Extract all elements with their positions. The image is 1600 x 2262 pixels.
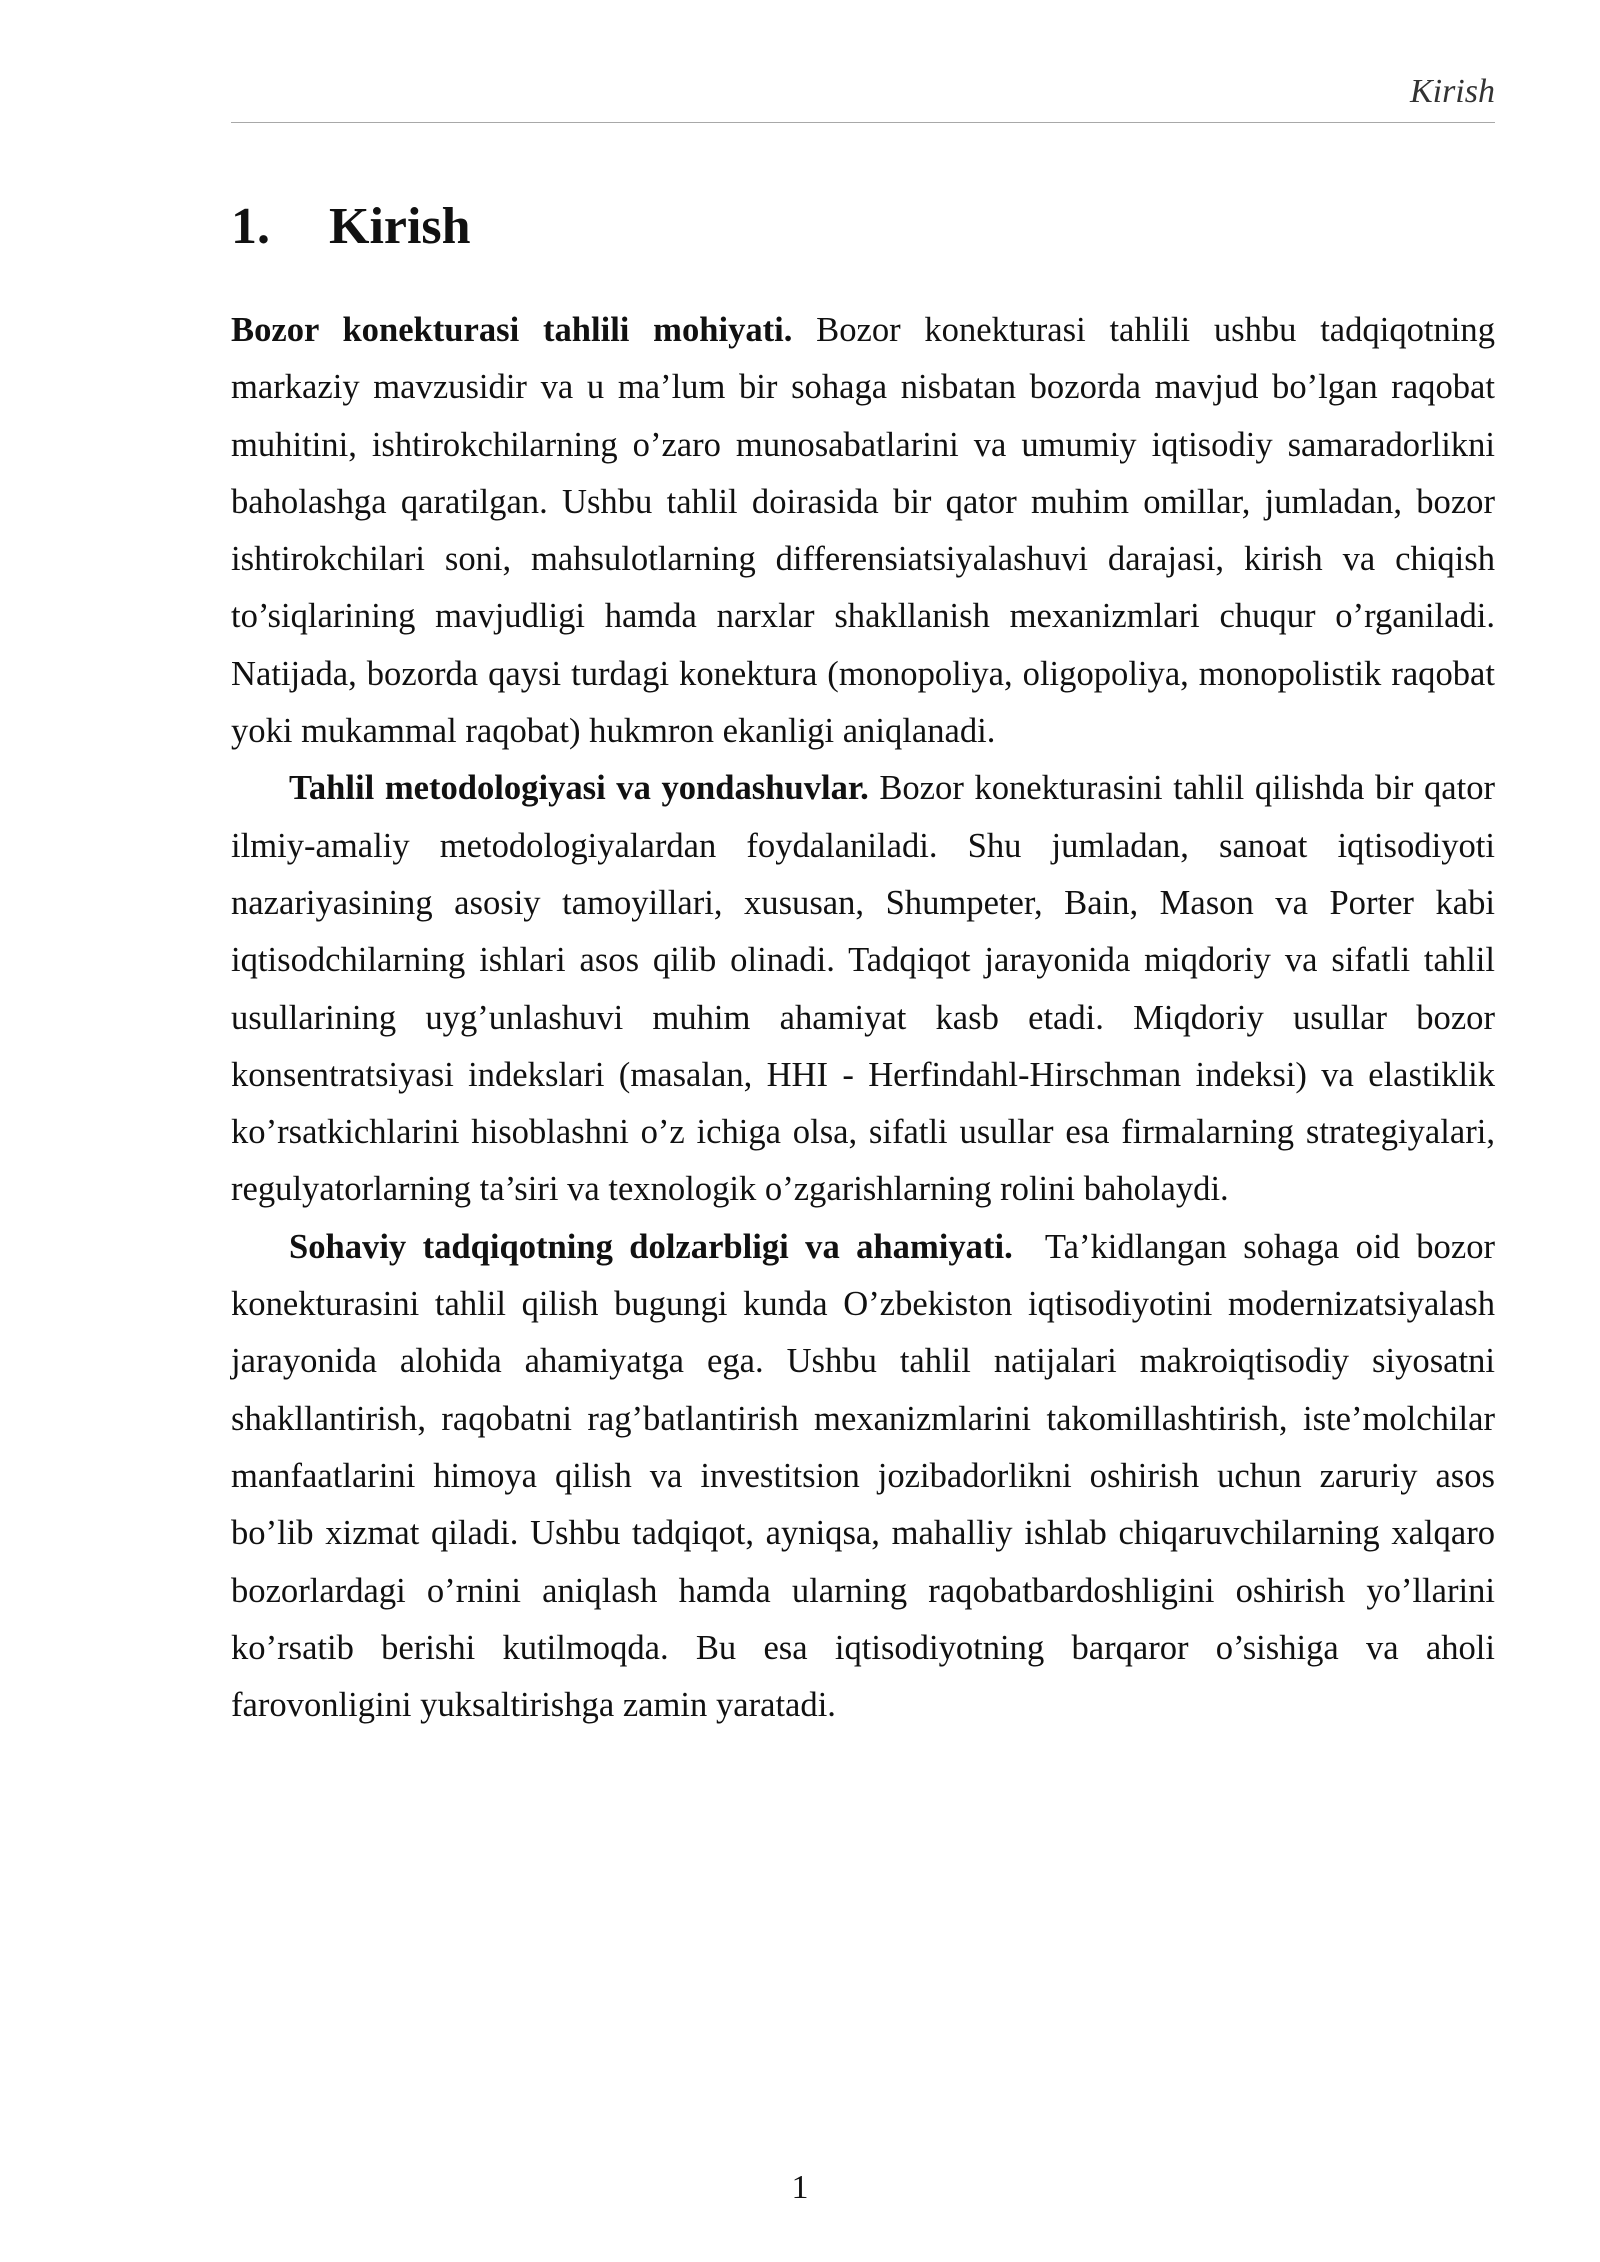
chapter-number: 1. bbox=[231, 198, 270, 255]
running-header-title: Kirish bbox=[1409, 73, 1495, 110]
chapter-heading bbox=[231, 196, 471, 258]
paragraph-bozor-konekturasi bbox=[231, 302, 1495, 760]
paragraph-text: Bozor konekturasini tahlil qilishda bir qator ilmiy-amaliy metodologiyalardan foydalaniladi. Shu jumladan, sanoat iqtisodiyoti nazariyasining asosiy tamoyillari, xususan, Shumpeter, Bain, Mason va Porter kabi iqtisodchilarning ishlari asos qilib olinadi. Tadqiqot jarayonida miqdoriy va sifatli tahlil usullarining uyg’unlashuvi muhim ahamiyat kasb etadi. Miqdoriy usullar bozor konsentratsiyasi indekslari (masalan, HHI - Herfindahl-Hirschman indeksi) va elastiklik ko’rsatkichlarini hisoblashni o’z ichiga olsa, sifatli usullar esa firmalarning strategiyalari, regulyatorlarning ta’siri va texnologik o’zgarishlarning rolini baholaydi. bbox=[231, 769, 1495, 1209]
chapter-title: Kirish bbox=[329, 198, 471, 255]
page-number: 1 bbox=[791, 2169, 809, 2206]
paragraph-tahlil-metodologiyasi bbox=[231, 760, 1495, 1218]
paragraph-heading: Bozor konekturasi tahlili mohiyati. bbox=[231, 311, 793, 349]
paragraph-sohaviy-tadqiqot bbox=[231, 1219, 1495, 1735]
body-text bbox=[231, 302, 1495, 1734]
paragraph-heading: Sohaviy tadqiqotning dolzarbligi va ahamiyati. bbox=[289, 1227, 1013, 1266]
running-header bbox=[231, 70, 1495, 123]
paragraph-heading: Tahlil metodologiyasi va yondashuvlar. bbox=[289, 769, 869, 808]
paragraph-text: Ta’kidlangan sohaga oid bozor konekturasini tahlil qilish bugungi kunda O’zbekiston iqtisodiyotini modernizatsiyalash jarayonida alohida ahamiyatga ega. Ushbu tahlil natijalari makroiqtisodiy siyosatni shakllantirish, raqobatni rag’batlantirish mexanizmlarini takomillashtirish, iste’molchilar manfaatlarini himoya qilish va investitsion jozibadorlikni oshirish uchun zaruriy asos bo’lib xizmat qiladi. Ushbu tadqiqot, ayniqsa, mahalliy ishlab chiqaruvchilarning xalqaro bozorlardagi o’rnini aniqlash hamda ularning raqobatbardoshligini oshirish yo’llarini ko’rsatib berishi kutilmoqda. Bu esa iqtisodiyotning barqaror o’sishiga va aholi farovonligini yuksaltirishga zamin yaratadi. bbox=[231, 1227, 1495, 1725]
paragraph-text: Bozor konekturasi tahlili ushbu tadqiqotning markaziy mavzusidir va u ma’lum bir sohaga nisbatan bozorda mavjud bo’lgan raqobat muhitini, ishtirokchilarning o’zaro munosabatlarini va umumiy iqtisodiy samaradorlikni baholashga qaratilgan. Ushbu tahlil doirasida bir qator muhim omillar, jumladan, bozor ishtirokchilari soni, mahsulotlarning differensiatsiyalashuvi darajasi, kirish va chiqish to’siqlarining mavjudligi hamda narxlar shakllanish mexanizmlari chuqur o’rganiladi. Natijada, bozorda qaysi turdagi konektura (monopoliya, oligopoliya, monopolistik raqobat yoki mukammal raqobat) hukmron ekanligi aniqlanadi. bbox=[231, 311, 1495, 751]
